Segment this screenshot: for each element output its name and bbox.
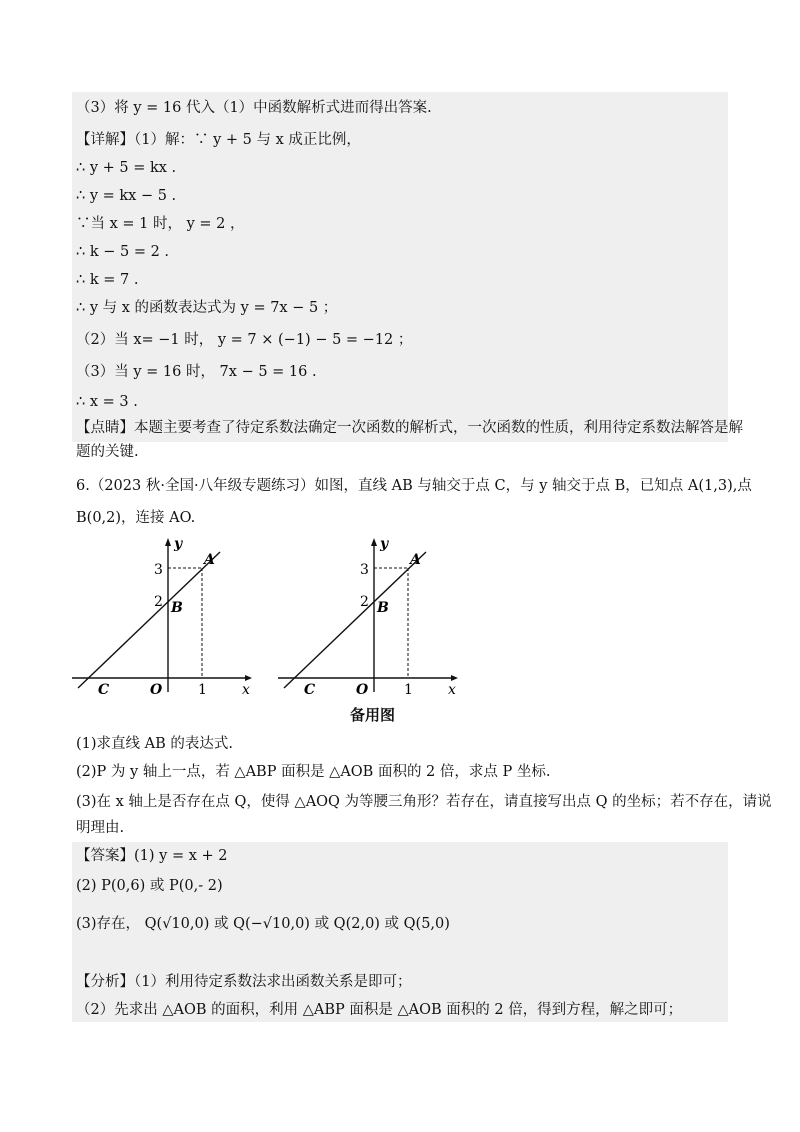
label-A: A: [204, 552, 215, 568]
detail-line-2: ∴ y + 5 = kx .: [76, 160, 177, 176]
subquestion-3a: (3)在 x 轴上是否存在点 Q，使得 △AOQ 为等腰三角形？若存在，请直接写出点 Q 的坐标；若不存在，请说: [76, 794, 772, 810]
question-line-1: 6.（2023 秋·全国·八年级专题练习）如图，直线 AB 与轴交于点 C，与 y 轴交于点 B，已知点 A(1,3),点: [76, 478, 752, 494]
analysis-line-1: 【分析】（1）利用待定系数法求出函数关系是即可；: [76, 974, 412, 990]
figure-spare: [276, 534, 466, 698]
label-A: A: [410, 552, 421, 568]
detail-line-10: ∴ x = 3 .: [76, 394, 138, 410]
tick-1: 1: [198, 682, 207, 694]
answer-3: (3)存在， Q(√10,0) 或 Q(−√10,0) 或 Q(2,0) 或 Q(5,0): [76, 916, 450, 932]
tick-2: 2: [360, 594, 369, 610]
subquestion-1: (1)求直线 AB 的表达式.: [76, 736, 233, 752]
figure-main: [70, 534, 260, 698]
answer-1: 【答案】(1) y = x + 2: [76, 848, 228, 864]
label-C: C: [98, 682, 110, 694]
label-B: B: [171, 600, 183, 616]
detail-line-3: ∴ y = kx − 5 .: [76, 188, 177, 204]
label-y: y: [380, 536, 389, 552]
detail-line-6: ∴ k = 7 .: [76, 272, 139, 288]
label-B: B: [377, 600, 389, 616]
comment-line-1: 【点睛】本题主要考查了待定系数法确定一次函数的解析式，一次函数的性质，利用待定系数法解答是解: [76, 420, 743, 436]
label-y: y: [174, 536, 183, 552]
detail-line-8: （2）当 x= −1 时， y = 7 × (−1) − 5 = −12 ；: [76, 332, 413, 348]
tick-3: 3: [154, 562, 163, 578]
tick-3: 3: [360, 562, 369, 578]
figure-caption: 备用图: [350, 706, 396, 724]
comment-line-2: 题的关键.: [76, 444, 139, 460]
question-line-2: B(0,2)，连接 AO.: [76, 510, 196, 526]
detail-line-4: ∵当 x = 1 时， y = 2 ，: [76, 216, 245, 232]
label-O: O: [150, 682, 163, 694]
analysis-line-2: （2）先求出 △AOB 的面积，利用 △ABP 面积是 △AOB 面积的 2 倍，得到方程，解之即可；: [76, 1002, 683, 1018]
detail-line-9: （3）当 y = 16 时， 7x − 5 = 16 .: [76, 364, 317, 380]
label-x: x: [242, 682, 250, 694]
detail-line-5: ∴ k − 5 = 2 .: [76, 244, 170, 260]
subquestion-2: (2)P 为 y 轴上一点，若 △ABP 面积是 △AOB 面积的 2 倍，求点 P 坐标.: [76, 764, 551, 780]
analysis-part3: （3）将 y = 16 代入（1）中函数解析式进而得出答案.: [76, 100, 432, 116]
answer-2: (2) P(0,6) 或 P(0,- 2): [76, 878, 223, 894]
tick-2: 2: [154, 594, 163, 610]
label-x: x: [448, 682, 456, 694]
subquestion-3b: 明理由.: [76, 820, 125, 836]
tick-1: 1: [404, 682, 413, 694]
label-O: O: [356, 682, 369, 694]
label-C: C: [304, 682, 316, 694]
detail-line-7: ∴ y 与 x 的函数表达式为 y = 7x − 5 ；: [76, 300, 338, 316]
detail-line-1: 【详解】（1）解：∵ y + 5 与 x 成正比例，: [76, 132, 361, 148]
